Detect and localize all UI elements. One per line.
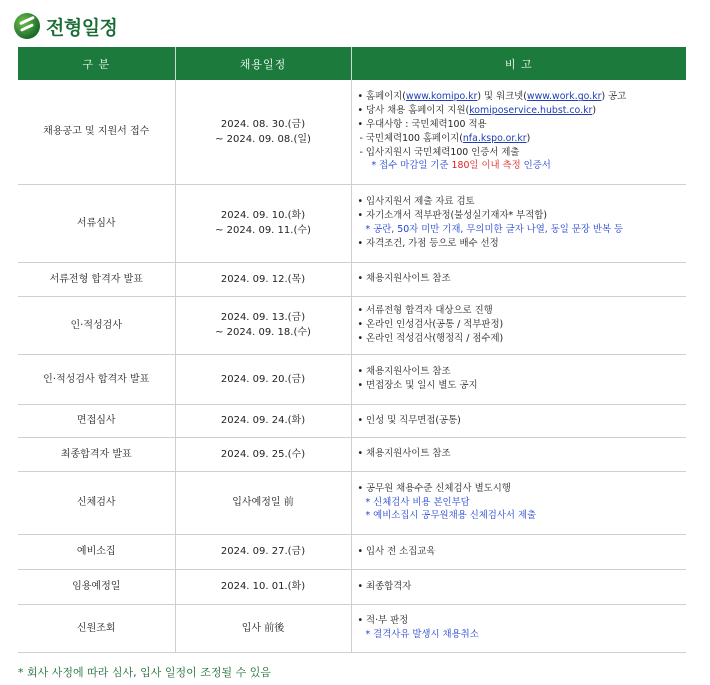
header-category: 구 분 xyxy=(18,47,175,80)
row-remarks xyxy=(351,184,686,262)
date-end: ~ 2024. 09. 08.(일) xyxy=(215,133,311,145)
remark-line: • 당사 채용 홈페이지 지원(komiposervice.hubst.co.kr) xyxy=(358,104,683,118)
section-header xyxy=(14,12,117,40)
remark-note: * 신체검사 비용 본인부담 xyxy=(365,496,470,508)
row-category: 서류심사 xyxy=(18,184,175,262)
row-date: 2024. 10. 01.(화) xyxy=(175,569,351,604)
remark-line: • 적·부 판정 xyxy=(358,614,683,628)
row-date: 2024. 09. 12.(목) xyxy=(175,262,351,296)
row-remarks xyxy=(351,80,686,184)
remark-line: • 인성 및 직무면접(공통) xyxy=(358,414,683,428)
row-category: 신체검사 xyxy=(18,471,175,534)
row-category: 신원조회 xyxy=(18,604,175,652)
remark-line: • 자격조건, 가점 등으로 배수 선정 xyxy=(358,237,683,251)
remark-line: • 온라인 인성검사(공통 / 적부판정) xyxy=(358,318,683,332)
row-category: 채용공고 및 지원서 접수 xyxy=(18,80,175,184)
row-remarks xyxy=(351,569,686,604)
schedule-table xyxy=(18,47,686,653)
worknet-link[interactable]: www.work.go.kr xyxy=(526,91,602,103)
remark-line: • 우대사항 : 국민체력100 적용 xyxy=(358,118,683,132)
row-remarks xyxy=(351,262,686,296)
kspo-link[interactable]: nfa.kspo.or.kr xyxy=(462,132,527,144)
table-row xyxy=(18,184,686,262)
row-remarks xyxy=(351,437,686,471)
remark-line: • 입사지원서 제출 자료 검토 xyxy=(358,195,683,209)
remark-line: - 입사지원시 국민체력100 인증서 제출 xyxy=(359,146,520,158)
row-date: 2024. 09. 27.(금) xyxy=(175,534,351,569)
row-category: 최종합격자 발표 xyxy=(18,437,175,471)
row-category: 인·적성검사 합격자 발표 xyxy=(18,354,175,404)
header-remarks: 비 고 xyxy=(351,47,686,80)
remark-line: • 채용지원사이트 참조 xyxy=(358,447,683,461)
table-row xyxy=(18,437,686,471)
remark-line: • 홈페이지(www.komipo.kr) 및 워크넷(www.work.go.kr) 공고 xyxy=(358,90,683,104)
date-end: ~ 2024. 09. 18.(수) xyxy=(215,327,311,338)
row-remarks xyxy=(351,534,686,569)
row-remarks xyxy=(351,354,686,404)
footnote: * 회사 사정에 따라 심사, 입사 일정이 조정될 수 있음 xyxy=(18,666,271,679)
row-date: 입사 前後 xyxy=(175,604,351,652)
remark-line: • 입사 전 소집교육 xyxy=(358,545,683,559)
date-start: 2024. 09. 10.(화) xyxy=(220,210,306,221)
row-date xyxy=(175,184,351,262)
row-category: 예비소집 xyxy=(18,534,175,569)
table-row xyxy=(18,404,686,437)
remark-note: * 공란, 50자 미만 기재, 무의미한 글자 나열, 동일 문장 반복 등 xyxy=(365,224,624,235)
row-category: 면접심사 xyxy=(18,404,175,437)
table-row xyxy=(18,80,686,184)
date-start: 2024. 09. 13.(금) xyxy=(220,312,306,323)
remark-note: * 예비소집시 공무원채용 신체검사서 제출 xyxy=(365,510,537,522)
leaf-logo-icon xyxy=(14,13,40,39)
row-date xyxy=(175,296,351,354)
remark-line: • 면접장소 및 일시 별도 공지 xyxy=(358,379,683,393)
row-remarks xyxy=(351,404,686,437)
remark-line: • 최종합격자 xyxy=(358,580,683,594)
row-category: 인·적성검사 xyxy=(18,296,175,354)
table-row xyxy=(18,569,686,604)
remark-line: • 온라인 적성검사(행정직 / 점수제) xyxy=(358,332,683,346)
row-remarks xyxy=(351,604,686,652)
header-schedule: 채용일정 xyxy=(175,47,351,80)
remark-line: • 채용지원사이트 참조 xyxy=(358,272,683,286)
page-title: 전형일정 xyxy=(46,16,118,39)
hubst-link[interactable]: komiposervice.hubst.co.kr xyxy=(469,105,593,117)
remark-note: * 접수 마감일 기준 180일 이내 측정 인증서 xyxy=(371,160,551,172)
remark-line: - 국민체력100 홈페이지(nfa.kspo.or.kr) xyxy=(359,132,531,144)
komipo-link[interactable]: www.komipo.kr xyxy=(405,91,478,103)
table-row xyxy=(18,604,686,652)
remark-note: * 결격사유 발생시 채용취소 xyxy=(365,629,479,640)
row-date: 2024. 09. 25.(수) xyxy=(175,437,351,471)
table-row xyxy=(18,262,686,296)
remark-line: • 자기소개서 적부판정(불성실기재자* 부적합) xyxy=(358,209,683,223)
table-header-row xyxy=(18,47,686,80)
table-row xyxy=(18,534,686,569)
row-date: 2024. 09. 20.(금) xyxy=(175,354,351,404)
remark-line: • 공무원 채용수준 신체검사 별도시행 xyxy=(358,482,683,496)
row-date: 2024. 09. 24.(화) xyxy=(175,404,351,437)
row-remarks xyxy=(351,296,686,354)
date-start: 2024. 08. 30.(금) xyxy=(220,118,306,130)
table-row xyxy=(18,354,686,404)
date-end: ~ 2024. 09. 11.(수) xyxy=(215,225,311,236)
row-date: 입사예정일 前 xyxy=(175,471,351,534)
row-date xyxy=(175,80,351,184)
row-remarks xyxy=(351,471,686,534)
row-category: 서류전형 합격자 발표 xyxy=(18,262,175,296)
remark-line: • 서류전형 합격자 대상으로 진행 xyxy=(358,304,683,318)
row-category: 임용예정일 xyxy=(18,569,175,604)
remark-line: • 채용지원사이트 참조 xyxy=(358,365,683,379)
table-row xyxy=(18,296,686,354)
table-row xyxy=(18,471,686,534)
